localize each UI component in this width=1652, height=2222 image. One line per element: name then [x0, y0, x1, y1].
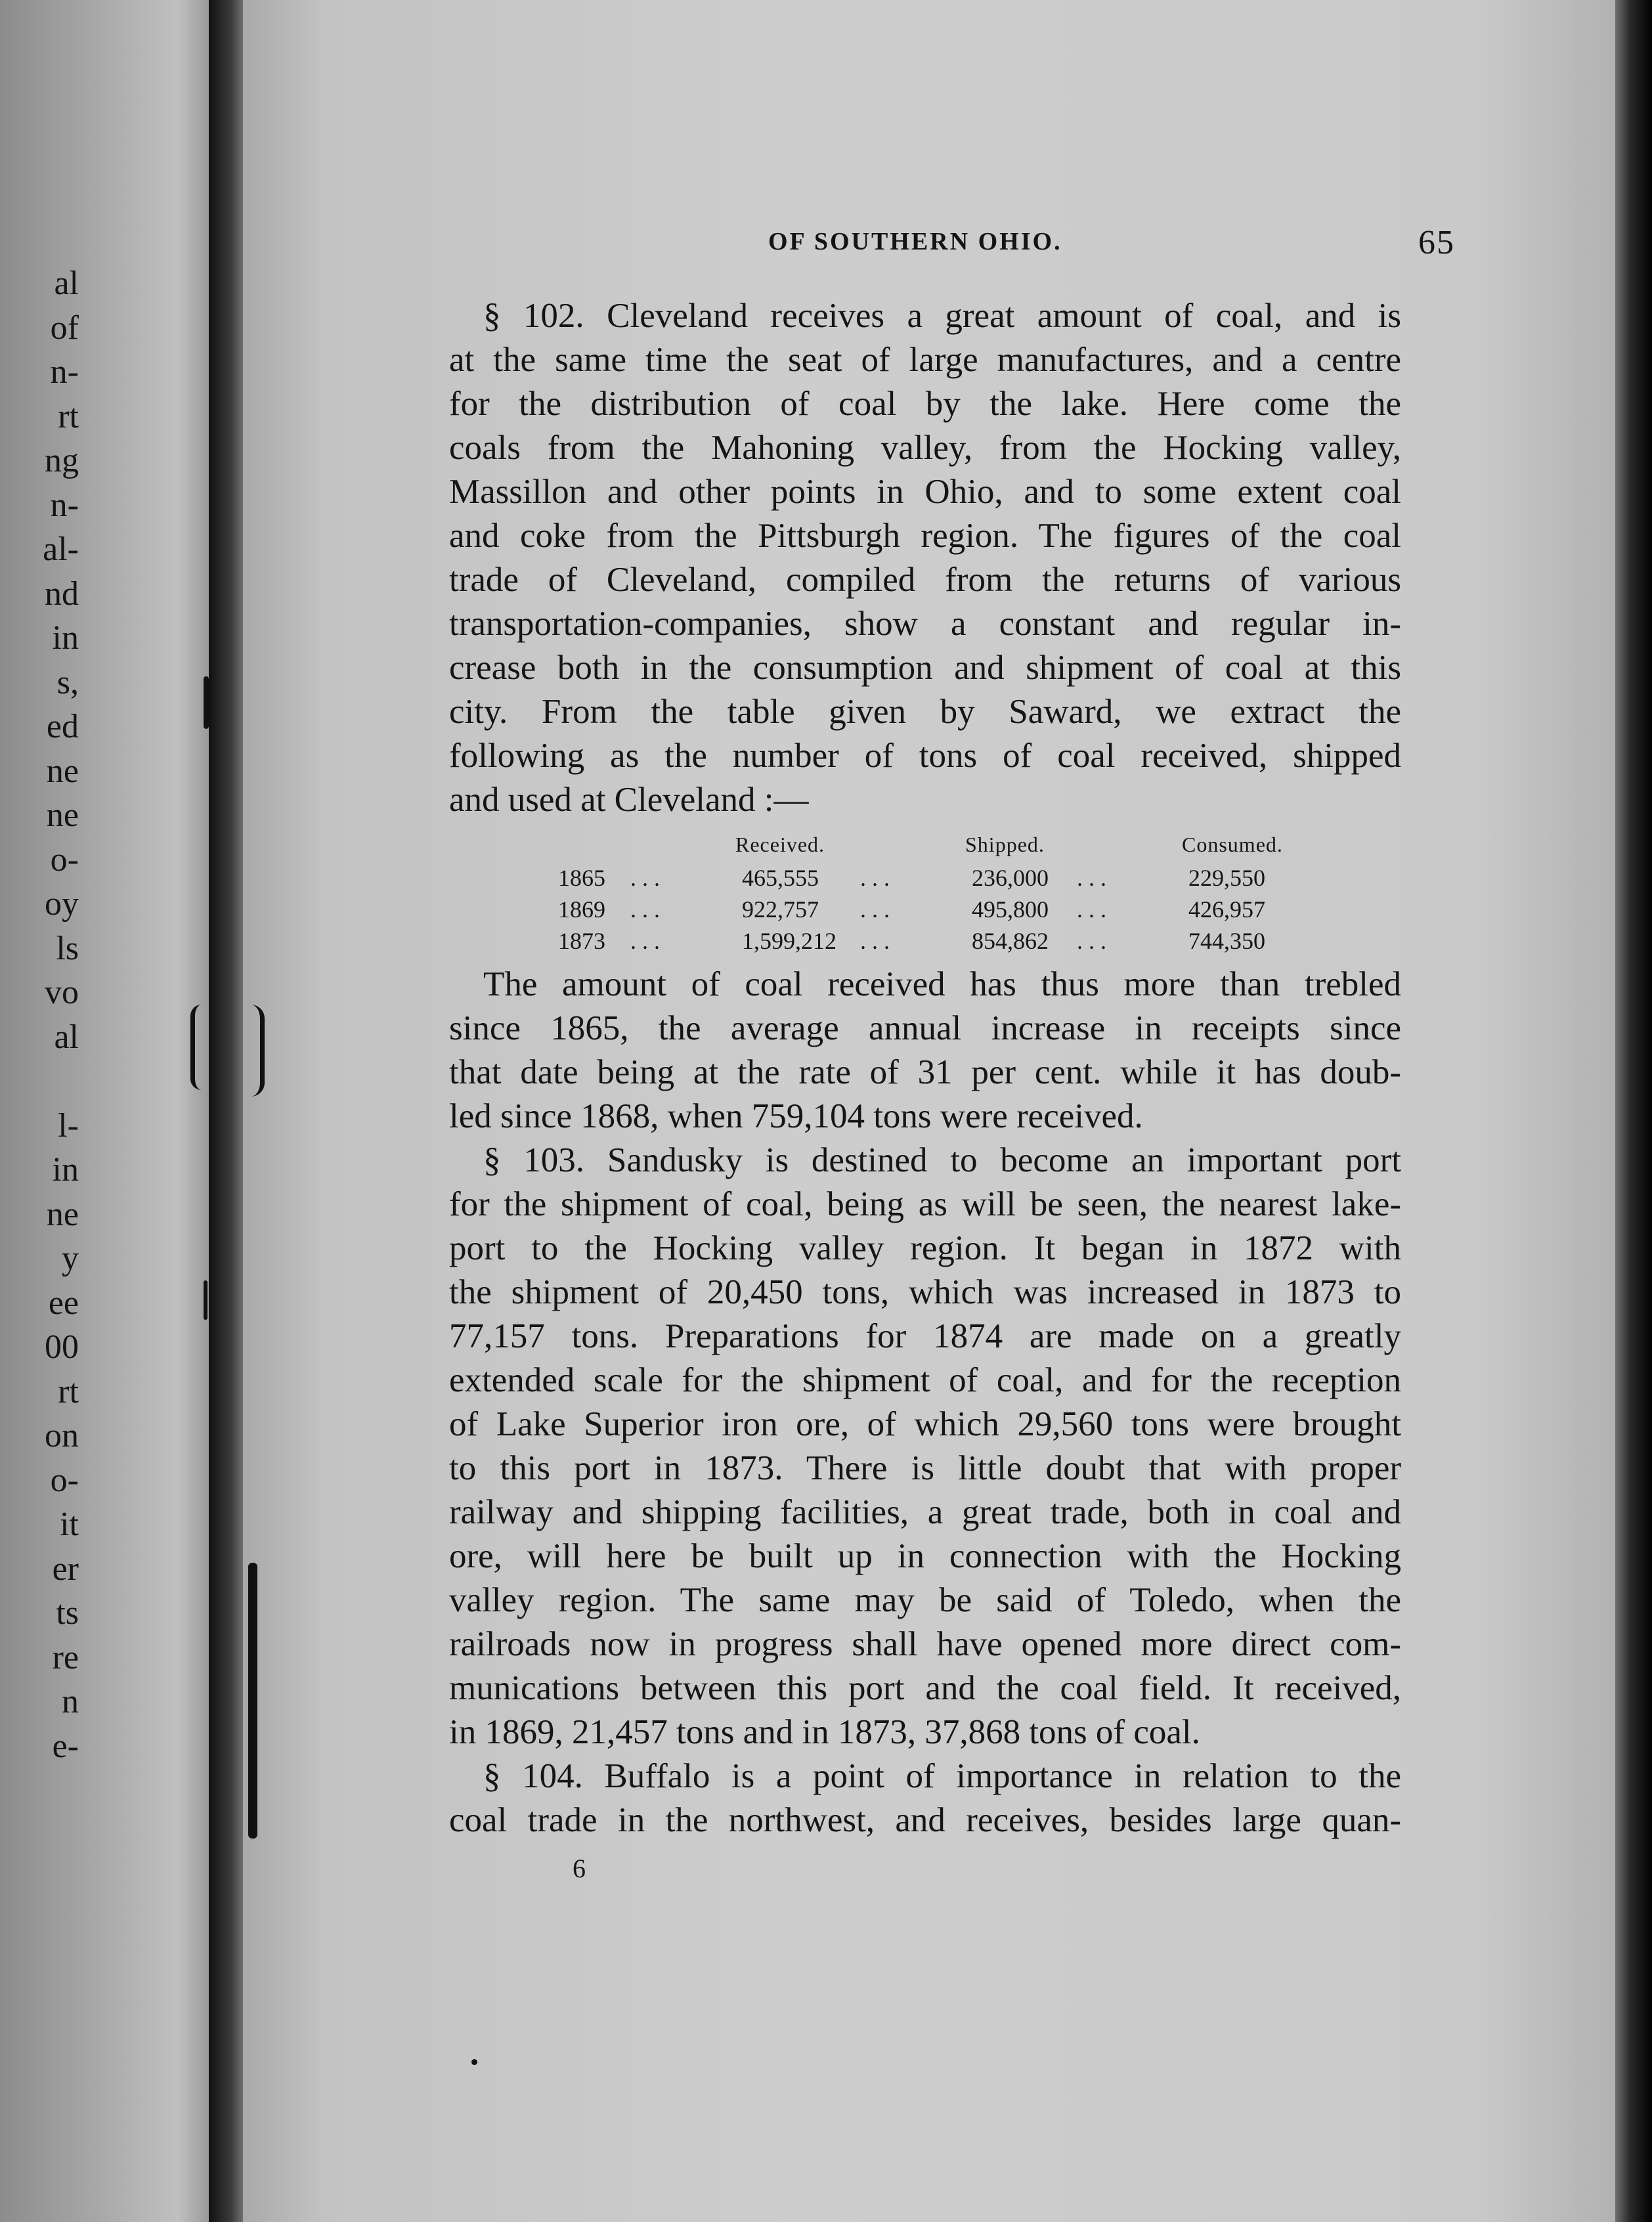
dot-leader: . . . [860, 865, 890, 891]
left-page-fragment: on [45, 1417, 79, 1454]
year-cell: 1869 [558, 896, 605, 923]
dot-leader: . . . [860, 928, 890, 954]
paragraph-104-line: coal trade in the northwest, and receives, besides large quan- [449, 1801, 1401, 1839]
paragraph-102 [449, 294, 1401, 822]
signature-mark: 6 [573, 1854, 586, 1883]
paragraph-102-line: crease both in the consumption and shipment of coal at this [449, 649, 1401, 687]
binding-mark [248, 1563, 257, 1839]
table-row [538, 927, 1326, 959]
shipped-cell: 495,800 [972, 896, 1049, 923]
left-page-fragment: rt [58, 397, 79, 435]
paragraph-102-line: coals from the Mahoning valley, from the Hocking valley, [449, 429, 1401, 467]
left-page-fragment: ee [48, 1284, 79, 1322]
left-page-fragment: 00 [45, 1328, 79, 1366]
shipped-cell: 854,862 [972, 928, 1049, 954]
left-page-fragment: ne [46, 796, 79, 834]
left-page-fragment: nd [45, 575, 79, 613]
paragraph-103-line: valley region. The same may be said of Toledo, when the [449, 1581, 1401, 1619]
paragraph-102-line: § 102. Cleveland receives a great amount of coal, and is [483, 297, 1401, 335]
binding-mark [251, 1005, 265, 1097]
table-row [538, 896, 1326, 927]
binding-mark [204, 1280, 207, 1320]
dot-leader: . . . [860, 896, 890, 923]
paragraph-104-line: § 104. Buffalo is a point of importance in relation to the [483, 1757, 1401, 1795]
col-header-shipped: Shipped. [965, 833, 1045, 856]
table-header-row [538, 833, 1326, 864]
consumed-cell: 426,957 [1188, 896, 1265, 923]
paragraph-103-line: extended scale for the shipment of coal, and for the reception [449, 1361, 1401, 1399]
paragraph-after-table-line: The amount of coal received has thus more than trebled [483, 965, 1401, 1003]
left-page-fragment: er [52, 1550, 79, 1588]
consumed-cell: 744,350 [1188, 928, 1265, 954]
left-page-fragment: al [54, 265, 79, 302]
left-page-fragment: rt [58, 1372, 79, 1410]
left-page-fragment: ng [45, 442, 79, 479]
shipped-cell: 236,000 [972, 865, 1049, 891]
left-page-text-fragments [0, 261, 79, 1768]
paragraph-103-line: § 103. Sandusky is destined to become an important port [483, 1141, 1401, 1179]
right-page-edge [1615, 0, 1652, 2222]
left-page-fragment: al- [43, 531, 79, 568]
left-page-fragment: vo [45, 974, 79, 1011]
paragraph-102-line: Massillon and other points in Ohio, and to some extent coal [449, 473, 1401, 511]
speck-mark [471, 2059, 477, 2065]
running-head-title: OF SOUTHERN OHIO. [768, 228, 1062, 255]
binding-mark [190, 1005, 202, 1090]
paragraph-102-line: trade of Cleveland, compiled from the returns of various [449, 561, 1401, 599]
year-cell: 1873 [558, 928, 605, 954]
paragraph-after-table-line: led since 1868, when 759,104 tons were received. [449, 1097, 1143, 1135]
received-cell: 465,555 [742, 865, 819, 891]
paragraph-102-line: and used at Cleveland :— [449, 781, 809, 819]
left-facing-page [0, 0, 209, 2222]
received-cell: 922,757 [742, 896, 819, 923]
left-page-fragment: ls [56, 929, 79, 967]
coal-trade-table [538, 833, 1326, 959]
left-page-fragment: y [62, 1240, 79, 1277]
left-page-fragment [0, 1059, 79, 1104]
left-page-fragment: l- [58, 1106, 79, 1144]
left-page-fragment: s, [56, 663, 79, 701]
dot-leader: . . . [1077, 928, 1106, 954]
left-page-fragment: ed [46, 708, 79, 745]
consumed-cell: 229,550 [1188, 865, 1265, 891]
paragraph-103-line: railroads now in progress shall have opened more direct com- [449, 1625, 1401, 1663]
paragraph-103-line: of Lake Superior iron ore, of which 29,560 tons were brought [449, 1405, 1401, 1443]
left-page-fragment: al [54, 1018, 79, 1056]
left-page-fragment: oy [45, 885, 79, 923]
paragraph-after-table-line: that date being at the rate of 31 per cent. while it has doub- [449, 1053, 1401, 1091]
col-header-consumed: Consumed. [1182, 833, 1283, 856]
continued-text [449, 963, 1401, 1842]
paragraph-102-line: for the distribution of coal by the lake. Here come the [449, 385, 1401, 423]
page-number: 65 [1418, 224, 1455, 261]
paragraph-102-line: at the same time the seat of large manufactures, and a centre [449, 341, 1401, 379]
dot-leader: . . . [630, 928, 660, 954]
left-page-fragment: ts [56, 1594, 79, 1632]
paragraph-103-line: port to the Hocking valley region. It began in 1872 with [449, 1229, 1401, 1267]
paragraph-103-line: ore, will here be built up in connection with the Hocking [449, 1537, 1401, 1575]
paragraph-103-line: 77,157 tons. Preparations for 1874 are made on a greatly [449, 1317, 1401, 1355]
year-cell: 1865 [558, 865, 605, 891]
left-page-fragment: n- [50, 353, 79, 391]
left-page-fragment: ne [46, 1195, 79, 1233]
received-cell: 1,599,212 [742, 928, 837, 954]
col-header-received: Received. [735, 833, 825, 856]
left-page-fragment: e- [52, 1727, 79, 1765]
dot-leader: . . . [630, 896, 660, 923]
paragraph-103-line: railway and shipping facilities, a great trade, both in coal and [449, 1493, 1401, 1531]
binding-mark [204, 676, 209, 729]
running-head [768, 223, 1469, 263]
left-page-fragment: it [60, 1506, 79, 1543]
left-page-fragment: n [62, 1683, 79, 1720]
left-page-fragment: of [50, 309, 79, 347]
paragraph-after-table-line: since 1865, the average annual increase in receipts since [449, 1009, 1401, 1047]
paragraph-103-line: for the shipment of coal, being as will be seen, the nearest lake- [449, 1185, 1401, 1223]
paragraph-103-line: the shipment of 20,450 tons, which was increased in 1873 to [449, 1273, 1401, 1311]
left-page-fragment: in [52, 619, 79, 657]
left-page-fragment: in [52, 1151, 79, 1188]
paragraph-102-line: and coke from the Pittsburgh region. The figures of the coal [449, 517, 1401, 555]
gutter-shadow [209, 0, 246, 2222]
left-page-fragment: re [52, 1638, 79, 1676]
table-row [538, 864, 1326, 896]
paragraph-103-line: to this port in 1873. There is little doubt that with proper [449, 1449, 1401, 1487]
paragraph-102-line: city. From the table given by Saward, we extract the [449, 693, 1401, 731]
paragraph-102-line: following as the number of tons of coal received, shipped [449, 737, 1401, 775]
paragraph-103-line: in 1869, 21,457 tons and in 1873, 37,868 tons of coal. [449, 1713, 1200, 1751]
paragraph-103-line: munications between this port and the coal field. It received, [449, 1669, 1401, 1707]
left-page-fragment: o- [50, 1461, 79, 1499]
dot-leader: . . . [1077, 896, 1106, 923]
dot-leader: . . . [630, 865, 660, 891]
paragraph-102-line: transportation-companies, show a constant and regular in- [449, 605, 1401, 643]
left-page-fragment: o- [50, 840, 79, 879]
dot-leader: . . . [1077, 865, 1106, 891]
left-page-fragment: n- [50, 486, 79, 524]
left-page-fragment: ne [46, 752, 79, 790]
